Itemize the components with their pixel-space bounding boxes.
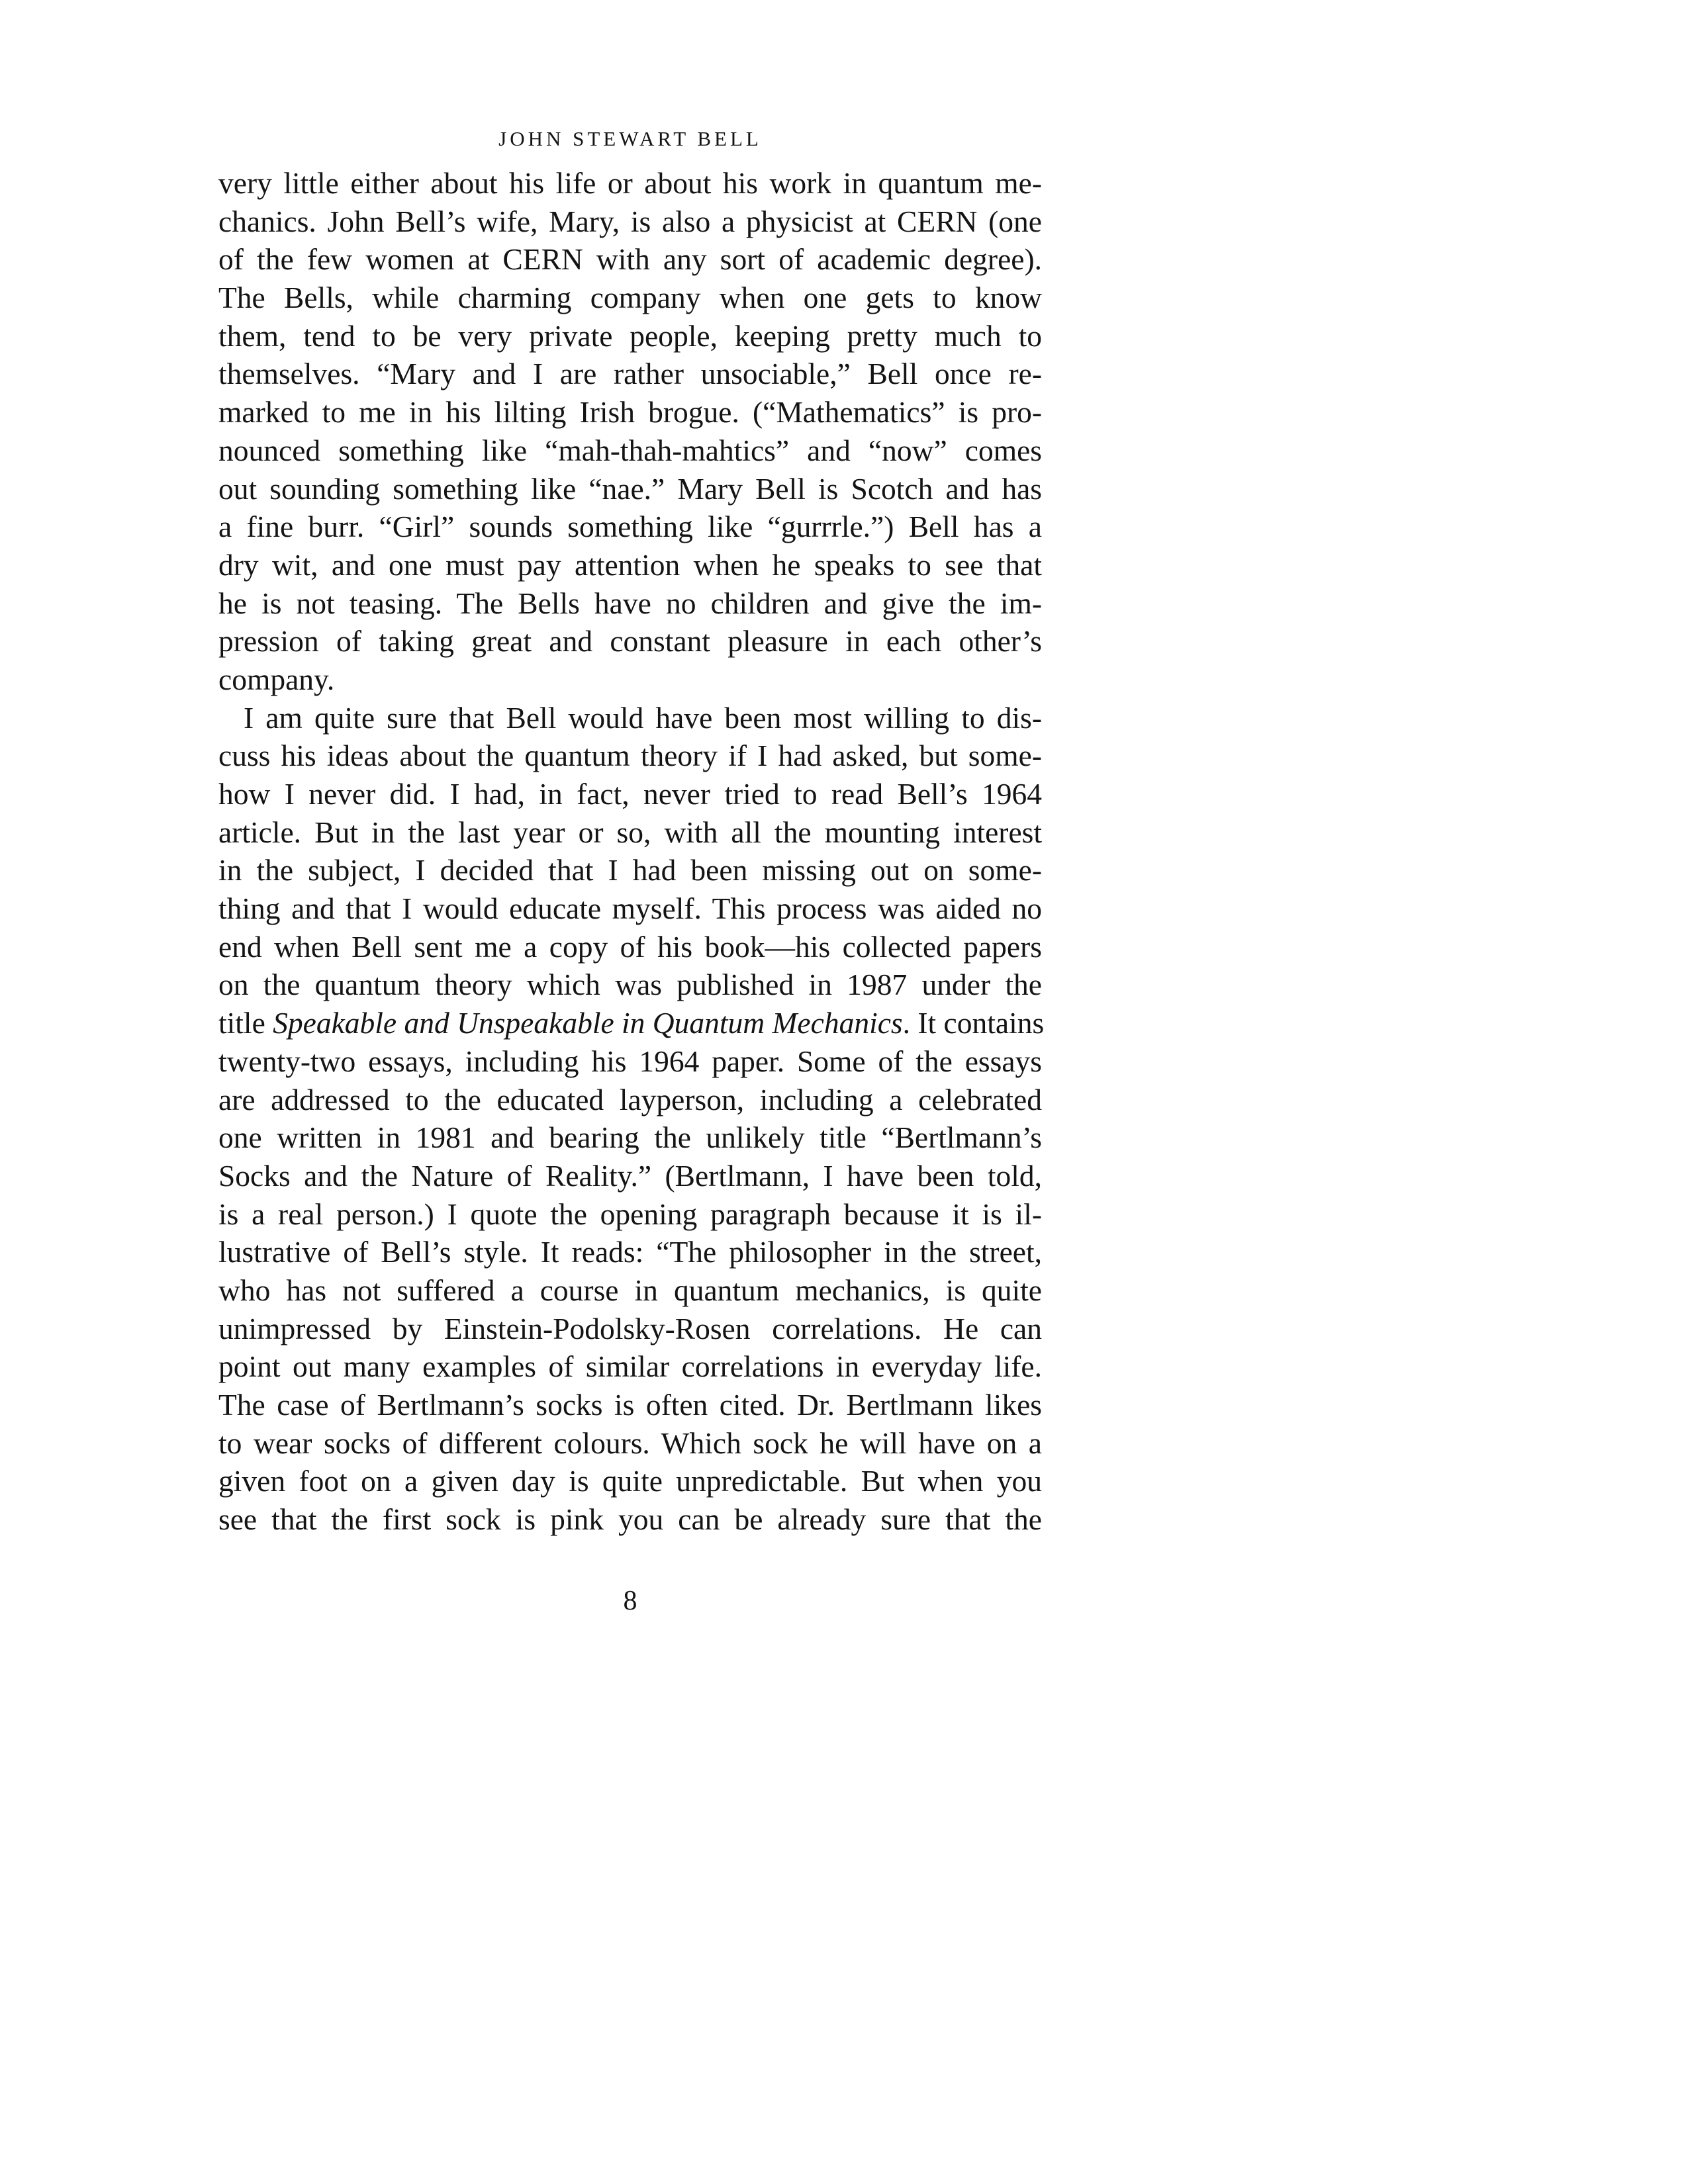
text-fragment: title bbox=[218, 1006, 265, 1040]
text-line: Socks and the Nature of Reality.” (Bertlmann, I have been told, bbox=[218, 1158, 1042, 1193]
text-line: thing and that I would educate myself. This process was aided no bbox=[218, 891, 1042, 926]
text-line: he is not teasing. The Bells have no children and give the im- bbox=[218, 586, 1042, 620]
text-line: themselves. “Mary and I are rather unsociable,” Bell once re- bbox=[218, 357, 1042, 391]
text-line: on the quantum theory which was published in 1987 under the bbox=[218, 968, 1042, 1002]
running-head: JOHN STEWART BELL bbox=[498, 127, 762, 150]
text-line: cuss his ideas about the quantum theory if I had asked, but some- bbox=[218, 739, 1042, 773]
text-line-with-title bbox=[218, 1004, 1045, 1042]
paragraph bbox=[218, 699, 1045, 1539]
text-line: dry wit, and one must pay attention when he speaks to see that bbox=[218, 547, 1042, 582]
text-line: are addressed to the educated layperson, including a celebrated bbox=[218, 1082, 1042, 1116]
text-line: lustrative of Bell’s style. It reads: “The philosopher in the street, bbox=[218, 1235, 1042, 1269]
text-line: The case of Bertlmann’s socks is often cited. Dr. Bertlmann likes bbox=[218, 1388, 1042, 1422]
text-line: company. bbox=[218, 662, 335, 696]
text-line: The Bells, while charming company when one gets to know bbox=[218, 281, 1042, 315]
text-line: who has not suffered a course in quantum mechanics, is quite bbox=[218, 1273, 1042, 1307]
text-line: given foot on a given day is quite unpredictable. But when you bbox=[218, 1464, 1042, 1498]
text-line: end when Bell sent me a copy of his book—his collected papers bbox=[218, 929, 1042, 964]
text-line: twenty-two essays, including his 1964 paper. Some of the essays bbox=[218, 1044, 1042, 1078]
text-line: a fine burr. “Girl” sounds something like “gurrrle.”) Bell has a bbox=[218, 510, 1042, 544]
text-line: them, tend to be very private people, keeping pretty much to bbox=[218, 318, 1042, 353]
body-text bbox=[218, 164, 1045, 1539]
book-title: Speakable and Unspeakable in Quantum Mechanics bbox=[273, 1006, 903, 1040]
text-line: pression of taking great and constant pleasure in each other’s bbox=[218, 624, 1042, 659]
text-line: to wear socks of different colours. Which sock he will have on a bbox=[218, 1426, 1042, 1460]
paragraph bbox=[218, 164, 1042, 699]
text-line: very little either about his life or about his work in quantum me- bbox=[218, 166, 1042, 200]
text-line: article. But in the last year or so, with all the mounting interest bbox=[218, 815, 1042, 849]
text-line: unimpressed by Einstein-Podolsky-Rosen correlations. He can bbox=[218, 1311, 1042, 1345]
text-fragment: . It contains bbox=[902, 1006, 1045, 1040]
text-line: of the few women at CERN with any sort of academic degree). bbox=[218, 242, 1042, 277]
text-line: see that the first sock is pink you can be already sure that the bbox=[218, 1502, 1042, 1537]
text-line: one written in 1981 and bearing the unlikely title “Bertlmann’s bbox=[218, 1120, 1042, 1155]
text-line: marked to me in his lilting Irish brogue. (“Mathematics” is pro- bbox=[218, 395, 1042, 430]
page-number: 8 bbox=[623, 1586, 637, 1616]
text-line: is a real person.) I quote the opening paragraph because it is il- bbox=[218, 1197, 1042, 1231]
text-line: I am quite sure that Bell would have been most willing to dis- bbox=[244, 700, 1042, 735]
text-line: how I never did. I had, in fact, never tried to read Bell’s 1964 bbox=[218, 777, 1042, 811]
text-line: chanics. John Bell’s wife, Mary, is also a physicist at CERN (one bbox=[218, 204, 1042, 238]
text-line: nounced something like “mah-thah-mahtics” and “now” comes bbox=[218, 433, 1042, 467]
text-line: point out many examples of similar correlations in everyday life. bbox=[218, 1349, 1042, 1384]
text-line: in the subject, I decided that I had been missing out on some- bbox=[218, 853, 1042, 887]
text-line: out sounding something like “nae.” Mary Bell is Scotch and has bbox=[218, 471, 1042, 506]
